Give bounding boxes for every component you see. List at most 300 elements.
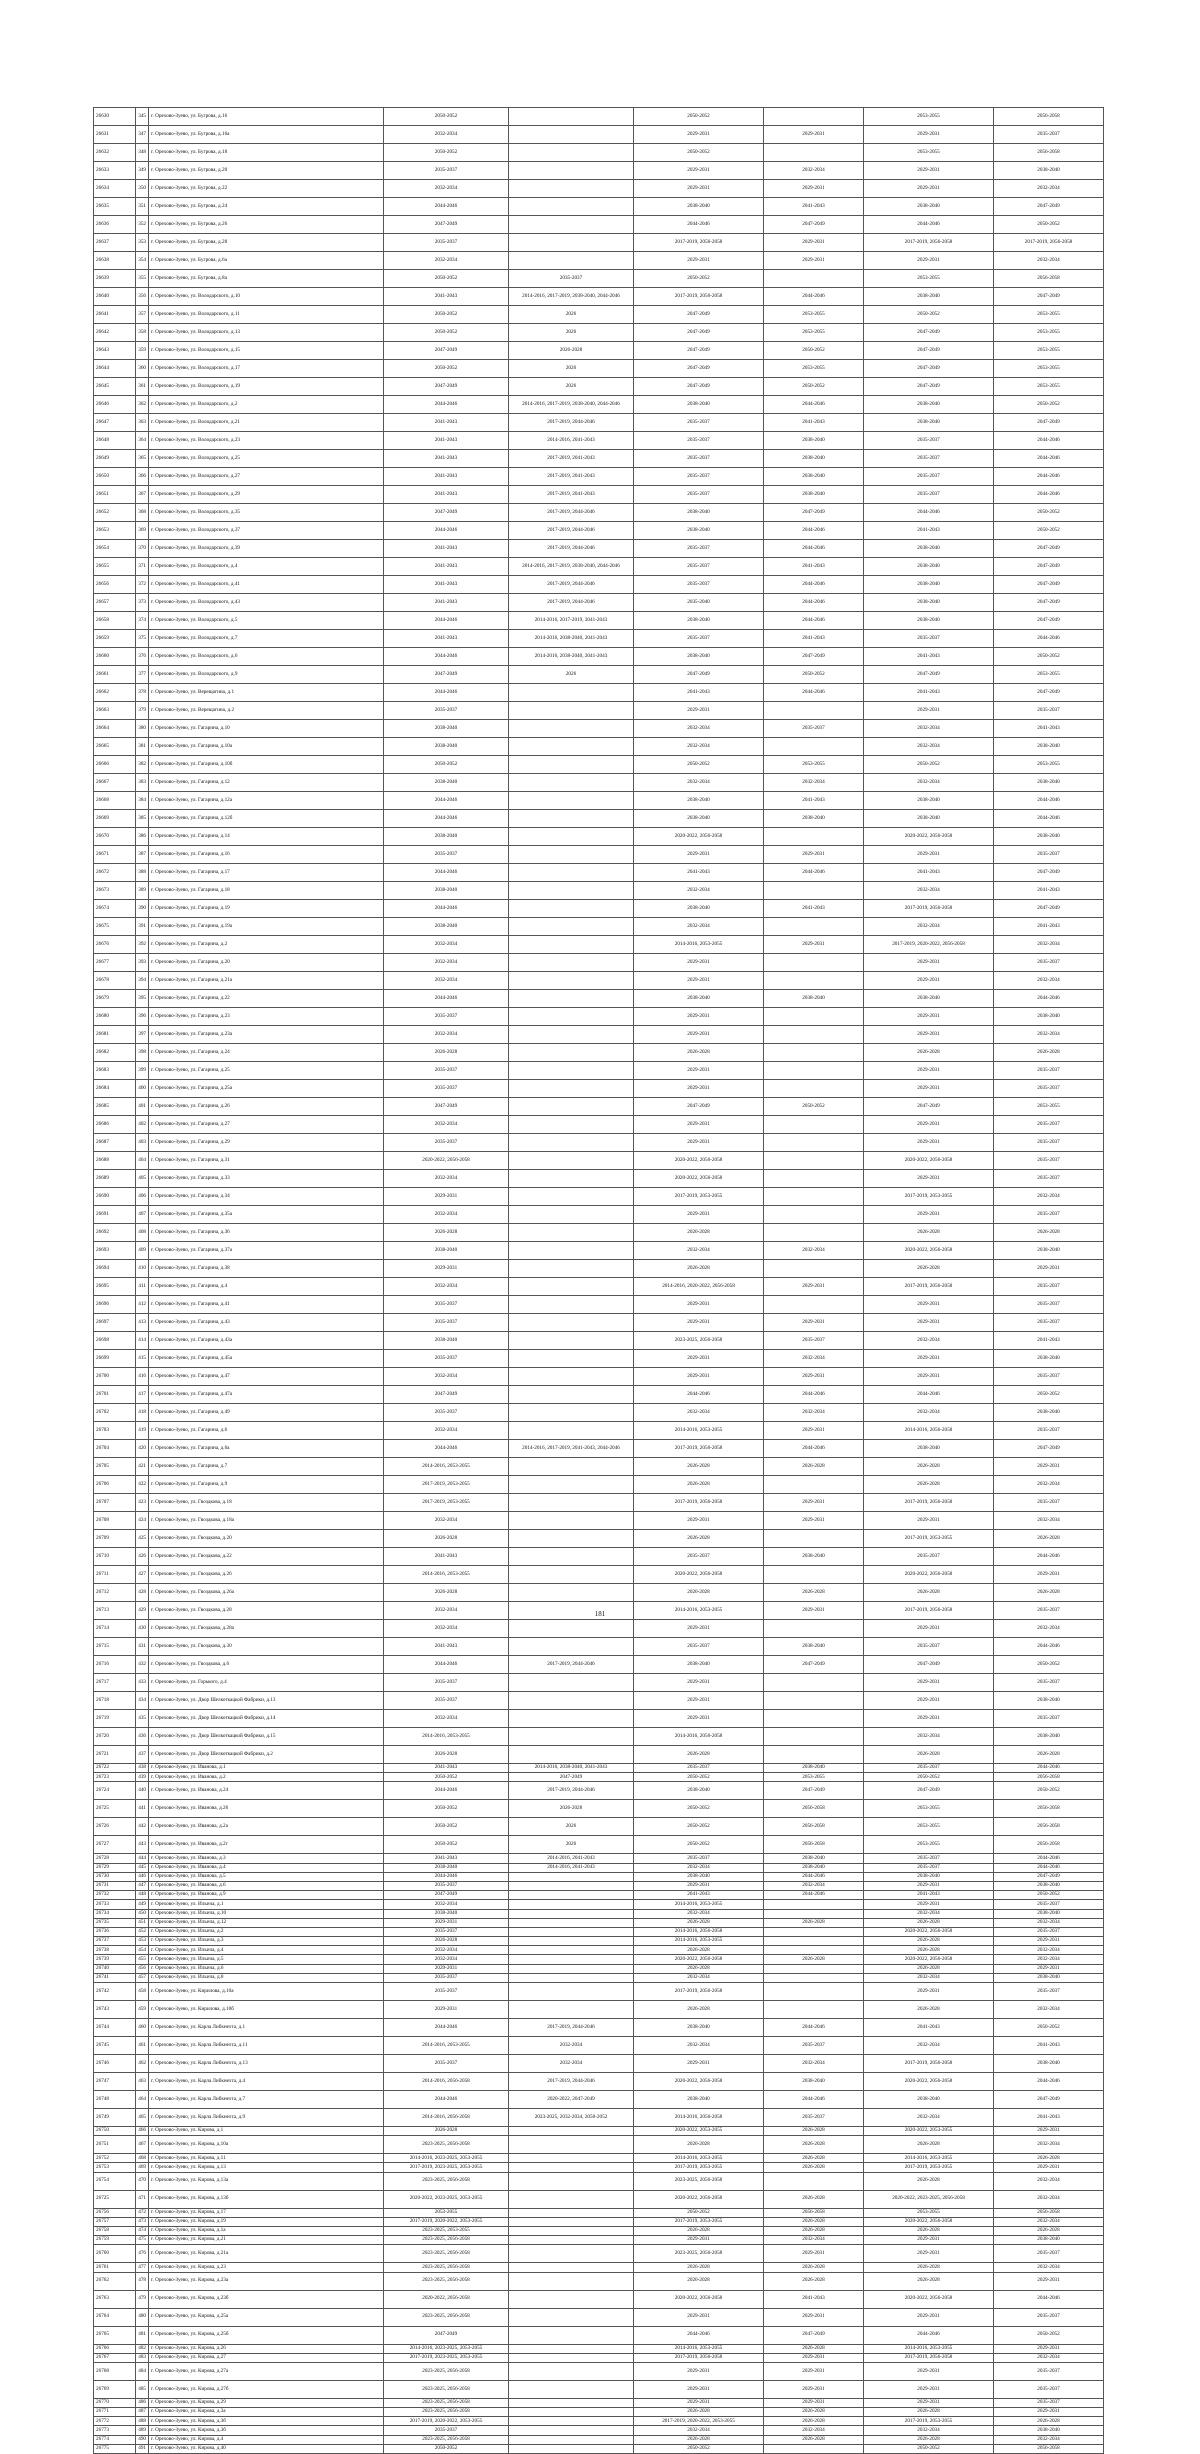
row-id-cell: 26688 [94,1152,136,1170]
item-number-cell: 397 [136,1026,149,1044]
period-5-cell: 2026-2028 [864,2272,994,2290]
period-4-cell: 2032-2034 [764,1404,864,1422]
period-1-cell: 2044-2046 [384,198,509,216]
table-row [94,486,1104,504]
period-6-cell: 2038-2040 [994,1242,1104,1260]
period-6-cell: 2044-2046 [994,792,1104,810]
item-number-cell: 409 [136,1242,149,1260]
period-6-cell: 2050-2052 [994,1386,1104,1404]
item-number-cell: 425 [136,1530,149,1548]
table-row [94,1260,1104,1278]
period-1-cell: 2050-2052 [384,144,509,162]
period-6-cell: 2047-2049 [994,2091,1104,2109]
period-4-cell: 2047-2049 [764,1656,864,1674]
address-cell: г. Орехово-Зуево, ул. Гвоздкова, д.20 [149,1530,384,1548]
period-3-cell: 2047-2049 [634,324,764,342]
period-6-cell: 2041-2043 [994,1332,1104,1350]
period-4-cell: 2026-2028 [764,2217,864,2226]
row-id-cell: 26737 [94,1937,136,1946]
period-3-cell: 2041-2043 [634,864,764,882]
period-5-cell: 2014-2016, 2056-2058 [864,1422,994,1440]
item-number-cell: 361 [136,378,149,396]
table-row [94,684,1104,702]
table-row [94,1368,1104,1386]
period-6-cell: 2032-2034 [994,2001,1104,2019]
period-2-cell [509,1404,634,1422]
period-1-cell: 2041-2043 [384,288,509,306]
period-3-cell: 2032-2034 [634,882,764,900]
period-3-cell: 2041-2043 [634,684,764,702]
row-id-cell: 26690 [94,1188,136,1206]
period-3-cell: 2035-2037 [634,1854,764,1863]
period-6-cell: 2032-2034 [994,1946,1104,1955]
period-1-cell: 2038-2040 [384,1909,509,1918]
period-6-cell: 2035-2037 [994,1278,1104,1296]
address-cell: г. Орехово-Зуево, ул. Иванова, д.2 [149,1773,384,1782]
period-2-cell [509,2217,634,2226]
address-cell: г. Орехово-Зуево, ул. Володарского, д.11 [149,306,384,324]
table-row [94,1080,1104,1098]
period-2-cell [509,2208,634,2217]
row-id-cell: 26647 [94,414,136,432]
table-row [94,2444,1104,2453]
item-number-cell: 410 [136,1260,149,1278]
period-5-cell: 2035-2037 [864,1764,994,1773]
period-4-cell [764,1152,864,1170]
table-row [94,738,1104,756]
period-3-cell: 2038-2040 [634,2019,764,2037]
item-number-cell: 419 [136,1422,149,1440]
period-5-cell: 2032-2034 [864,2426,994,2435]
period-6-cell: 2044-2046 [994,2073,1104,2091]
period-1-cell: 2044-2046 [384,900,509,918]
address-cell: г. Орехово-Зуево, ул. Кирова, д.1 [149,2127,384,2136]
table-row [94,378,1104,396]
period-6-cell: 2029-2031 [994,1964,1104,1973]
period-5-cell: 2038-2040 [864,288,994,306]
period-2-cell: 2026 [509,1818,634,1836]
table-row [94,1937,1104,1946]
period-5-cell: 2029-2031 [864,162,994,180]
period-3-cell: 2032-2034 [634,2037,764,2055]
item-number-cell: 463 [136,2073,149,2091]
row-id-cell: 26649 [94,450,136,468]
period-6-cell: 2050-2052 [994,2326,1104,2344]
item-number-cell: 431 [136,1638,149,1656]
period-4-cell: 2038-2040 [764,1854,864,1863]
item-number-cell: 377 [136,666,149,684]
table-row [94,2127,1104,2136]
period-3-cell: 2029-2031 [634,1080,764,1098]
address-cell: г. Орехово-Зуево, ул. Карла Либкнехта, д.9 [149,2109,384,2127]
address-cell: г. Орехово-Зуево, ул. Гвоздкова, д.18а [149,1512,384,1530]
period-3-cell: 2032-2034 [634,918,764,936]
period-1-cell: 2020-2022, 2056-2058 [384,1152,509,1170]
table-row [94,504,1104,522]
item-number-cell: 448 [136,1891,149,1900]
table-row [94,1566,1104,1584]
period-6-cell: 2032-2034 [994,2353,1104,2362]
address-cell: г. Орехово-Зуево, ул. Кирова, д.13а [149,2172,384,2190]
period-6-cell: 2047-2049 [994,558,1104,576]
address-cell: г. Орехово-Зуево, ул. Гвоздкова, д.28 [149,1602,384,1620]
row-id-cell: 26769 [94,2380,136,2398]
period-6-cell: 2032-2034 [994,180,1104,198]
period-2-cell: 2017-2019, 2044-2046 [509,576,634,594]
period-6-cell: 2044-2046 [994,630,1104,648]
period-2-cell: 2014-2016, 2041-2043 [509,1863,634,1872]
period-3-cell: 2035-2040 [634,594,764,612]
address-cell: г. Орехово-Зуево, ул. Гагарина, д.35а [149,1206,384,1224]
address-cell: г. Орехово-Зуево, ул. Кирова, д.27а [149,2362,384,2380]
period-1-cell: 2032-2034 [384,1170,509,1188]
period-3-cell: 2038-2040 [634,990,764,1008]
period-2-cell: 2017-2019, 2044-2046 [509,414,634,432]
period-2-cell [509,972,634,990]
address-cell: г. Орехово-Зуево, ул. Гагарина, д.10 [149,720,384,738]
item-number-cell: 472 [136,2208,149,2217]
period-5-cell: 2053-2055 [864,2208,994,2217]
period-1-cell: 2017-2019, 2020-2022, 2053-2055 [384,2417,509,2426]
item-number-cell: 424 [136,1512,149,1530]
period-6-cell: 2035-2037 [994,1296,1104,1314]
address-cell: г. Орехово-Зуево, ул. Кирова, д.13 [149,2163,384,2172]
period-3-cell: 2026-2028 [634,2272,764,2290]
period-4-cell: 2053-2055 [764,1773,864,1782]
period-2-cell: 2017-2019, 2044-2046 [509,594,634,612]
period-1-cell: 2038-2040 [384,774,509,792]
period-3-cell: 2026-2028 [634,2136,764,2154]
period-5-cell: 2038-2040 [864,1440,994,1458]
item-number-cell: 478 [136,2272,149,2290]
address-cell: г. Орехово-Зуево, ул. Бугрова, д.16а [149,126,384,144]
row-id-cell: 26699 [94,1350,136,1368]
period-1-cell: 2047-2049 [384,342,509,360]
table-row [94,1296,1104,1314]
table-row [94,198,1104,216]
period-1-cell: 2050-2052 [384,756,509,774]
period-5-cell: 2038-2040 [864,576,994,594]
period-5-cell: 2029-2031 [864,1026,994,1044]
period-5-cell: 2038-2040 [864,198,994,216]
address-cell: г. Орехово-Зуево, ул. Гагарина, д.43а [149,1332,384,1350]
table-row [94,1530,1104,1548]
period-4-cell [764,144,864,162]
row-id-cell: 26731 [94,1881,136,1890]
period-5-cell: 2038-2040 [864,540,994,558]
item-number-cell: 402 [136,1116,149,1134]
address-cell: г. Орехово-Зуево, ул. Гагарина, д.33 [149,1170,384,1188]
period-1-cell: 2032-2034 [384,972,509,990]
row-id-cell: 26695 [94,1278,136,1296]
item-number-cell: 420 [136,1440,149,1458]
period-6-cell: 2029-2031 [994,1458,1104,1476]
period-6-cell: 2038-2040 [994,1692,1104,1710]
period-6-cell: 2029-2031 [994,2127,1104,2136]
item-number-cell: 485 [136,2380,149,2398]
period-6-cell: 2053-2055 [994,666,1104,684]
period-5-cell: 2020-2022, 2056-2058 [864,1566,994,1584]
address-cell: г. Орехово-Зуево, ул. Володарского, д.5 [149,612,384,630]
address-cell: г. Орехово-Зуево, ул. Двор Шелкоткацкой Фабрики, д.13 [149,1692,384,1710]
period-3-cell: 2014-2016, 2053-2055 [634,936,764,954]
period-1-cell: 2041-2043 [384,468,509,486]
period-6-cell: 2035-2037 [994,1062,1104,1080]
period-2-cell [509,2245,634,2263]
period-3-cell: 2017-2019, 2053-2055 [634,2217,764,2226]
period-4-cell: 2038-2040 [764,2073,864,2091]
period-3-cell: 2026-2028 [634,2408,764,2417]
period-2-cell [509,738,634,756]
period-1-cell: 2035-2037 [384,234,509,252]
item-number-cell: 475 [136,2236,149,2245]
period-4-cell: 2038-2040 [764,450,864,468]
period-6-cell: 2050-2052 [994,1891,1104,1900]
row-id-cell: 26724 [94,1782,136,1800]
period-4-cell [764,1206,864,1224]
period-1-cell: 2032-2034 [384,1602,509,1620]
row-id-cell: 26633 [94,162,136,180]
address-cell: г. Орехово-Зуево, ул. Иванова, д.4 [149,1863,384,1872]
table-row [94,1692,1104,1710]
period-2-cell [509,1332,634,1350]
period-3-cell: 2038-2040 [634,900,764,918]
period-6-cell: 2038-2040 [994,2236,1104,2245]
period-1-cell: 2014-2016, 2053-2055 [384,1728,509,1746]
item-number-cell: 380 [136,720,149,738]
period-2-cell [509,954,634,972]
row-id-cell: 26650 [94,468,136,486]
table-row [94,450,1104,468]
address-cell: г. Орехово-Зуево, ул. Володарского, д.29 [149,486,384,504]
period-6-cell: 2038-2040 [994,1973,1104,1982]
item-number-cell: 384 [136,792,149,810]
address-cell: г. Орехово-Зуево, ул. Володарского, д.15 [149,342,384,360]
item-number-cell: 481 [136,2326,149,2344]
period-6-cell: 2053-2055 [994,342,1104,360]
period-1-cell: 2035-2037 [384,1927,509,1936]
row-id-cell: 26641 [94,306,136,324]
item-number-cell: 363 [136,414,149,432]
period-1-cell: 2041-2043 [384,594,509,612]
period-6-cell: 2026-2028 [994,1584,1104,1602]
period-2-cell [509,1674,634,1692]
address-cell: г. Орехово-Зуево, ул. Володарского, д.7 [149,630,384,648]
period-1-cell: 2038-2040 [384,1242,509,1260]
period-4-cell: 2029-2031 [764,846,864,864]
table-row [94,1116,1104,1134]
period-3-cell: 2032-2034 [634,1404,764,1422]
row-id-cell: 26774 [94,2435,136,2444]
period-2-cell [509,2127,634,2136]
row-id-cell: 26741 [94,1973,136,1982]
period-2-cell [509,1973,634,1982]
period-2-cell [509,1224,634,1242]
period-4-cell [764,1674,864,1692]
period-6-cell: 2026-2028 [994,1224,1104,1242]
item-number-cell: 383 [136,774,149,792]
table-row [94,2037,1104,2055]
item-number-cell: 355 [136,270,149,288]
table-row [94,1955,1104,1964]
period-2-cell [509,2326,634,2344]
period-3-cell: 2050-2052 [634,1836,764,1854]
period-1-cell: 2023-2025, 2056-2058 [384,2380,509,2398]
period-3-cell: 2032-2034 [634,1242,764,1260]
period-4-cell [764,108,864,126]
period-4-cell: 2026-2028 [764,2154,864,2163]
period-2-cell [509,2426,634,2435]
period-3-cell: 2035-2037 [634,468,764,486]
period-6-cell: 2035-2037 [994,1927,1104,1936]
row-id-cell: 26720 [94,1728,136,1746]
row-id-cell: 26644 [94,360,136,378]
period-2-cell: 2020-2022, 2047-2049 [509,2091,634,2109]
address-cell: г. Орехово-Зуево, ул. Гвоздкова, д.18 [149,1494,384,1512]
table-row [94,1584,1104,1602]
period-5-cell: 2017-2019, 2056-2058 [864,1278,994,1296]
period-1-cell: 2035-2037 [384,1080,509,1098]
period-1-cell: 2035-2037 [384,1973,509,1982]
address-cell: г. Орехово-Зуево, ул. Володарского, д.21 [149,414,384,432]
period-4-cell: 2026-2028 [764,2417,864,2426]
row-id-cell: 26664 [94,720,136,738]
period-5-cell: 2017-2019, 2053-2055 [864,2417,994,2426]
period-5-cell: 2026-2028 [864,2263,994,2272]
period-1-cell: 2038-2040 [384,720,509,738]
period-1-cell: 2044-2046 [384,2019,509,2037]
address-cell: г. Орехово-Зуево, ул. Гагарина, д.24 [149,1044,384,1062]
address-cell: г. Орехово-Зуево, ул. Кирова, д.13б [149,2190,384,2208]
period-4-cell: 2038-2040 [764,810,864,828]
table-row [94,1476,1104,1494]
address-cell: г. Орехово-Зуево, ул. Володарского, д.13 [149,324,384,342]
address-cell: г. Орехово-Зуево, ул. Гагарина, д.12б [149,810,384,828]
table-row [94,1332,1104,1350]
period-6-cell: 2050-2052 [994,396,1104,414]
period-3-cell: 2026-2028 [634,2226,764,2235]
item-number-cell: 474 [136,2226,149,2235]
item-number-cell: 359 [136,342,149,360]
item-number-cell: 382 [136,756,149,774]
period-4-cell: 2026-2028 [764,2163,864,2172]
period-3-cell: 2029-2031 [634,1026,764,1044]
item-number-cell: 437 [136,1746,149,1764]
table-row [94,828,1104,846]
item-number-cell: 354 [136,252,149,270]
period-1-cell: 2050-2052 [384,324,509,342]
period-2-cell [509,900,634,918]
period-6-cell: 2044-2046 [994,1548,1104,1566]
period-2-cell [509,2435,634,2444]
item-number-cell: 416 [136,1368,149,1386]
table-row [94,1891,1104,1900]
period-2-cell [509,1620,634,1638]
period-1-cell: 2047-2049 [384,216,509,234]
address-cell: г. Орехово-Зуево, ул. Гагарина, д.4 [149,1278,384,1296]
period-6-cell: 2044-2046 [994,450,1104,468]
period-3-cell: 2038-2040 [634,522,764,540]
period-5-cell: 2029-2031 [864,1692,994,1710]
period-5-cell: 2035-2037 [864,1548,994,1566]
item-number-cell: 417 [136,1386,149,1404]
address-cell: г. Орехово-Зуево, ул. Володарского, д.39 [149,540,384,558]
period-2-cell [509,2226,634,2235]
period-2-cell [509,162,634,180]
period-3-cell: 2026-2028 [634,1964,764,1973]
period-1-cell: 2035-2037 [384,1983,509,2001]
period-4-cell: 2029-2031 [764,180,864,198]
row-id-cell: 26701 [94,1386,136,1404]
row-id-cell: 26663 [94,702,136,720]
address-cell: г. Орехово-Зуево, ул. Гагарина, д.37а [149,1242,384,1260]
period-4-cell: 2026-2028 [764,2435,864,2444]
address-cell: г. Орехово-Зуево, ул. Иванова, д.26 [149,1800,384,1818]
row-id-cell: 26770 [94,2398,136,2407]
period-4-cell: 2041-2043 [764,2290,864,2308]
item-number-cell: 468 [136,2154,149,2163]
period-1-cell: 2050-2052 [384,1836,509,1854]
row-id-cell: 26634 [94,180,136,198]
row-id-cell: 26705 [94,1458,136,1476]
period-5-cell: 2029-2031 [864,1900,994,1909]
period-1-cell: 2044-2046 [384,864,509,882]
period-4-cell: 2050-2052 [764,1098,864,1116]
period-6-cell: 2035-2037 [994,1134,1104,1152]
period-1-cell: 2035-2037 [384,2055,509,2073]
period-2-cell [509,2380,634,2398]
address-cell: г. Орехово-Зуево, ул. Кирова, д.25б [149,2326,384,2344]
period-6-cell: 2032-2034 [994,1512,1104,1530]
period-4-cell [764,1080,864,1098]
row-id-cell: 26749 [94,2109,136,2127]
period-3-cell: 2047-2049 [634,666,764,684]
address-cell: г. Орехово-Зуево, ул. Гагарина, д.7 [149,1458,384,1476]
address-cell: г. Орехово-Зуево, ул. Иванова, д.6 [149,1881,384,1890]
period-1-cell: 2050-2052 [384,2444,509,2453]
address-cell: г. Орехово-Зуево, ул. Ильича, д.4 [149,1946,384,1955]
item-number-cell: 352 [136,216,149,234]
period-3-cell: 2029-2031 [634,180,764,198]
period-1-cell: 2035-2037 [384,1404,509,1422]
period-2-cell: 2014-2016, 2038-2040, 2041-2043 [509,630,634,648]
period-4-cell [764,738,864,756]
table-row [94,2290,1104,2308]
period-5-cell: 2038-2040 [864,558,994,576]
period-1-cell: 2029-2031 [384,2001,509,2019]
item-number-cell: 408 [136,1224,149,1242]
period-2-cell [509,702,634,720]
address-cell: г. Орехово-Зуево, ул. Гагарина, д.45а [149,1350,384,1368]
item-number-cell: 386 [136,828,149,846]
period-1-cell: 2044-2046 [384,1440,509,1458]
period-4-cell: 2029-2031 [764,1602,864,1620]
period-2-cell [509,990,634,1008]
period-2-cell: 2047-2049 [509,1773,634,1782]
period-6-cell: 2029-2031 [994,1566,1104,1584]
table-row [94,2408,1104,2417]
period-3-cell: 2029-2031 [634,1062,764,1080]
address-cell: г. Орехово-Зуево, ул. Гвоздкова, д.30 [149,1638,384,1656]
item-number-cell: 486 [136,2398,149,2407]
period-3-cell: 2017-2019, 2053-2055 [634,1188,764,1206]
period-4-cell [764,1224,864,1242]
period-2-cell [509,1260,634,1278]
period-2-cell [509,1584,634,1602]
period-6-cell: 2038-2040 [994,1008,1104,1026]
address-cell: г. Орехово-Зуево, ул. Гагарина, д.23 [149,1008,384,1026]
item-number-cell: 351 [136,198,149,216]
